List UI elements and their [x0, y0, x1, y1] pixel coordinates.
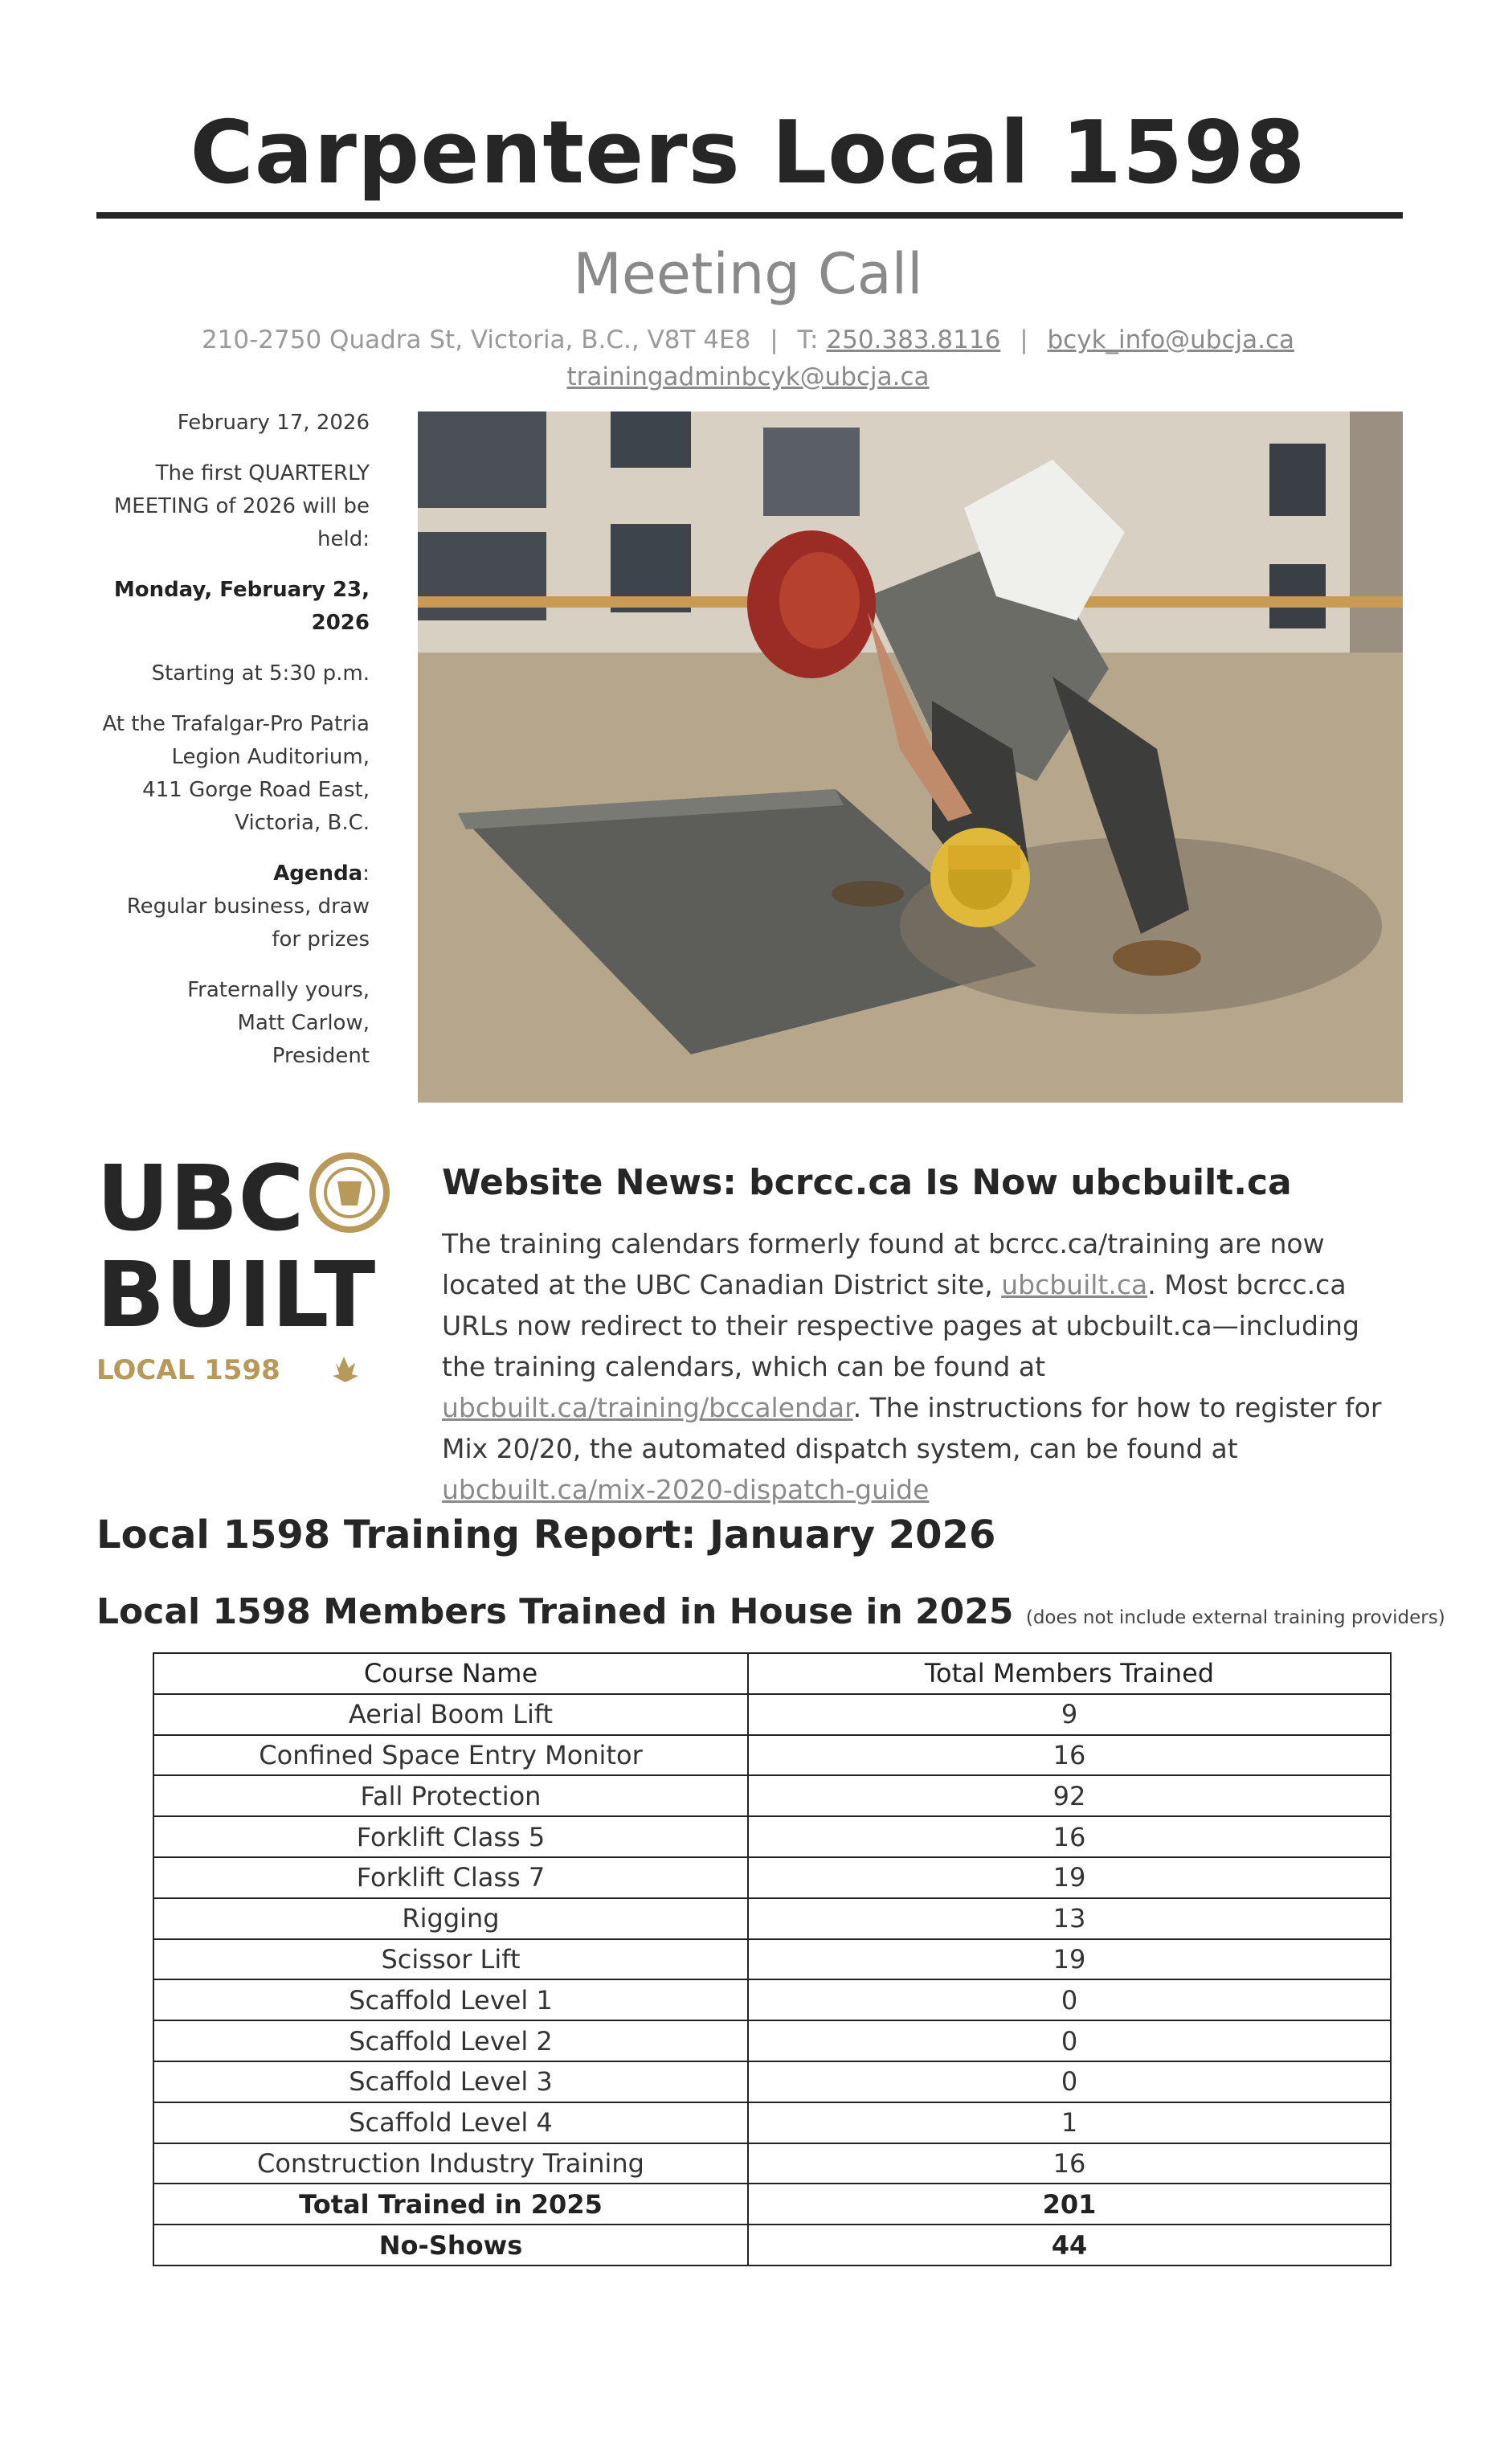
- members-trained: 0: [748, 1979, 1391, 2020]
- members-trained: 16: [748, 2143, 1391, 2184]
- course-name: Scissor Lift: [153, 1939, 748, 1980]
- members-trained: 0: [748, 2020, 1391, 2061]
- dispatch-guide-link[interactable]: ubcbuilt.ca/mix-2020-dispatch-guide: [442, 1474, 930, 1505]
- members-trained: 13: [748, 1898, 1391, 1939]
- table-row: [153, 1898, 1391, 1939]
- course-name: Confined Space Entry Monitor: [153, 1735, 748, 1776]
- table-row: [153, 1979, 1391, 2020]
- training-table: [153, 1652, 1392, 2266]
- location-street: 411 Gorge Road East, Victoria, B.C.: [142, 778, 370, 835]
- start-time: Starting at 5:30 p.m.: [151, 661, 370, 686]
- column-header-course: Course Name: [153, 1653, 748, 1694]
- carpenter-illustration: [418, 411, 1403, 1103]
- course-name: Fall Protection: [153, 1775, 748, 1816]
- union-seal-icon: [313, 1156, 386, 1230]
- news-text-1: The training calendars formerly found at bcrcc.ca/training are now located at the UBC Canadian District site,: [442, 1228, 1325, 1300]
- carpenter-photo: [418, 411, 1403, 1103]
- signer-name: Matt Carlow,: [237, 1011, 370, 1035]
- members-trained: 16: [748, 1735, 1391, 1776]
- contact-line: [0, 321, 1496, 358]
- address-text: 210-2750 Quadra St, Victoria, B.C., V8T 4E8: [201, 325, 751, 354]
- table-row: [153, 2102, 1391, 2143]
- contact-info: [0, 321, 1496, 395]
- members-trained: 9: [748, 1694, 1391, 1735]
- meeting-intro: The first QUARTERLY MEETING of 2026 will be held:: [113, 461, 370, 551]
- noshows-row: [153, 2225, 1391, 2265]
- bccalendar-link[interactable]: ubcbuilt.ca/training/bccalendar: [442, 1392, 853, 1423]
- news-text-3: . The instructions for how to register for Mix 20/20, the automated dispatch system, can be found at: [442, 1392, 1382, 1464]
- total-row: [153, 2184, 1391, 2225]
- agenda: Agenda: Regular business, draw for prizes: [126, 862, 370, 952]
- letter-date: February 17, 2026: [177, 411, 370, 435]
- signer-title: President: [272, 1044, 370, 1068]
- noshows-label: No-Shows: [153, 2225, 748, 2265]
- members-title-text: Local 1598 Members Trained in House in 2025: [96, 1591, 1014, 1632]
- logo-line2: BUILT: [96, 1243, 376, 1348]
- members-trained: 19: [748, 1857, 1391, 1898]
- table-row: [153, 1816, 1391, 1857]
- course-name: Forklift Class 7: [153, 1857, 748, 1898]
- table-row: [153, 1775, 1391, 1816]
- members-trained: 0: [748, 2061, 1391, 2102]
- members-title: [96, 1591, 1445, 1632]
- noshows-value: 44: [748, 2225, 1391, 2265]
- meeting-date: Monday, February 23, 2026: [113, 578, 370, 635]
- news-title: Website News: bcrcc.ca Is Now ubcbuilt.ca: [442, 1162, 1292, 1203]
- contact-line-2: [0, 358, 1496, 395]
- table-row: [153, 2143, 1391, 2184]
- logo-local: LOCAL 1598: [96, 1354, 280, 1386]
- closing: [96, 974, 370, 1073]
- column-header-total: Total Members Trained: [748, 1653, 1391, 1694]
- members-trained: 16: [748, 1816, 1391, 1857]
- course-name: Aerial Boom Lift: [153, 1694, 748, 1735]
- agenda-text: Regular business, draw for prizes: [126, 894, 370, 952]
- course-name: Forklift Class 5: [153, 1816, 748, 1857]
- email-link[interactable]: bcyk_info@ubcja.ca: [1047, 325, 1295, 354]
- total-value: 201: [748, 2184, 1391, 2225]
- members-trained: 92: [748, 1775, 1391, 1816]
- news-paragraph: [96, 1223, 1406, 1510]
- agenda-label: Agenda: [273, 862, 363, 886]
- training-email-link[interactable]: trainingadminbcyk@ubcja.ca: [566, 362, 930, 391]
- total-label: Total Trained in 2025: [153, 2184, 748, 2225]
- location-venue: At the Trafalgar-Pro Patria Legion Auditorium,: [102, 712, 370, 769]
- phone-prefix: T:: [797, 325, 819, 354]
- table-row: [153, 2061, 1391, 2102]
- logo-line1: UBC: [96, 1147, 305, 1251]
- members-trained: 1: [748, 2102, 1391, 2143]
- separator: |: [1020, 325, 1028, 354]
- phone-link[interactable]: 250.383.8116: [826, 325, 1001, 354]
- report-title: Local 1598 Training Report: January 2026: [96, 1512, 996, 1557]
- table-row: [153, 1857, 1391, 1898]
- table-row: [153, 2020, 1391, 2061]
- course-name: Construction Industry Training: [153, 2143, 748, 2184]
- course-name: Scaffold Level 3: [153, 2061, 748, 2102]
- members-trained: 19: [748, 1939, 1391, 1980]
- separator: |: [770, 325, 779, 354]
- closing-text: Fraternally yours,: [187, 978, 370, 1002]
- course-name: Rigging: [153, 1898, 748, 1939]
- course-name: Scaffold Level 4: [153, 2102, 748, 2143]
- course-name: Scaffold Level 2: [153, 2020, 748, 2061]
- ubcbuilt-link[interactable]: ubcbuilt.ca: [1001, 1269, 1148, 1300]
- meeting-location: [96, 708, 370, 840]
- page-title: Carpenters Local 1598: [190, 103, 1306, 203]
- table-row: [153, 1735, 1391, 1776]
- news-body: [96, 1223, 1406, 1510]
- page-subtitle: Meeting Call: [573, 241, 923, 307]
- table-row: [153, 1694, 1391, 1735]
- table-header-row: [153, 1653, 1391, 1694]
- course-name: Scaffold Level 1: [153, 1979, 748, 2020]
- title-divider: [96, 212, 1403, 219]
- table-row: [153, 1939, 1391, 1980]
- news-text-2: . Most bcrcc.ca URLs now redirect to their respective pages at ubcbuilt.ca—including the training calendars, which can be found at: [442, 1269, 1359, 1382]
- meeting-details: [96, 407, 370, 1091]
- members-note: (does not include external training providers): [1025, 1607, 1445, 1628]
